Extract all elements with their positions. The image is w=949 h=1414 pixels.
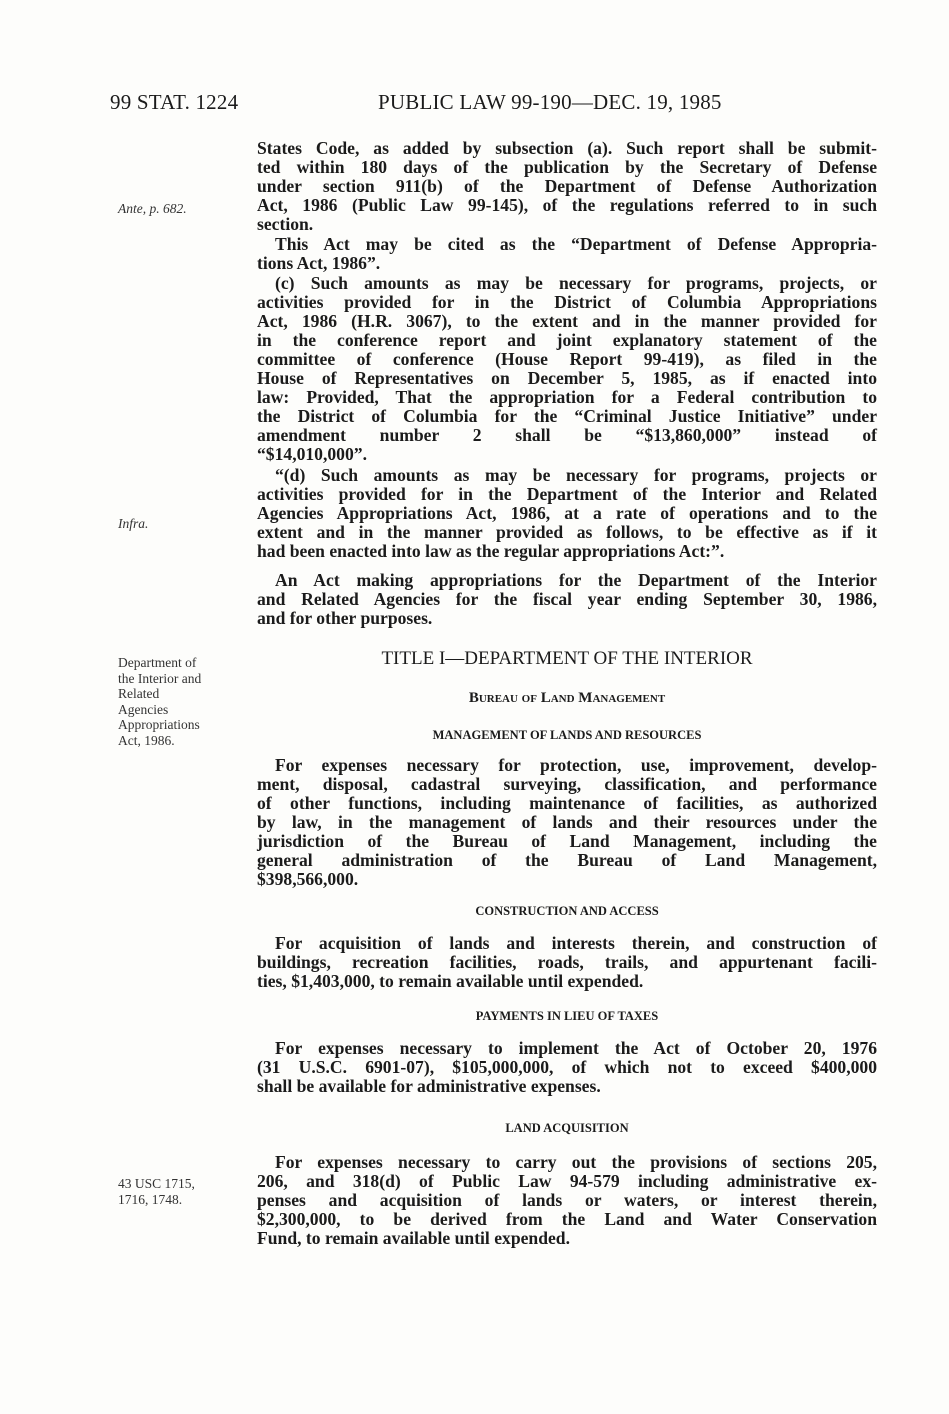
text-line: ted within 180 days of the publication by the Secretary of Defense <box>257 157 877 177</box>
text-line: For expenses necessary to implement the Act of October 20, 1976 <box>275 1038 877 1058</box>
margin-note-line: 43 USC 1715, <box>118 1176 195 1191</box>
margin-note-infra: Infra. <box>118 516 149 531</box>
paragraph-report <box>257 139 877 234</box>
text-line: in the conference report and joint explanatory statement of the <box>257 330 877 350</box>
title-heading: TITLE I—DEPARTMENT OF THE INTERIOR <box>381 648 753 669</box>
management-heading: MANAGEMENT OF LANDS AND RESOURCES <box>432 728 702 742</box>
text-line: amendment number 2 shall be “$13,860,000” instead of <box>257 425 877 445</box>
payments-heading: PAYMENTS IN LIEU OF TAXES <box>475 1009 659 1023</box>
paragraph-land-acquisition <box>257 1153 877 1248</box>
text-line: Act, 1986 (Public Law 99-145), of the regulations referred to in such <box>257 195 877 215</box>
margin-note-line: the Interior and <box>118 670 202 686</box>
text-line: the District of Columbia for the “Criminal Justice Initiative” under <box>257 406 877 426</box>
margin-note-line: Act, 1986. <box>118 732 175 748</box>
text-line: activities provided for in the Department of the Interior and Related <box>257 484 877 504</box>
margin-note-dept <box>118 655 201 748</box>
margin-note-line: Department of <box>118 655 197 670</box>
margin-note-usc <box>118 1176 195 1207</box>
text-line: $2,300,000, to be derived from the Land and Water Conservation <box>257 1209 877 1229</box>
text-line: buildings, recreation facilities, roads, trails, and appurtenant facili- <box>257 952 877 972</box>
text-line: Act, 1986 (H.R. 3067), to the extent and in the manner provided for <box>257 311 877 331</box>
text-line: jurisdiction of the Bureau of Land Management, including the <box>257 831 877 851</box>
text-line: and Related Agencies for the fiscal year ending September 30, 1986, <box>257 589 877 609</box>
bureau-heading: Bureau of Land Management <box>468 690 666 706</box>
page-number: 99 STAT. 1224 <box>110 90 239 114</box>
text-line: ties, $1,403,000, to remain available until expended. <box>257 971 644 991</box>
text-line: shall be available for administrative expenses. <box>257 1076 601 1096</box>
text-line: “$14,010,000”. <box>257 444 367 464</box>
text-line: Agencies Appropriations Act, 1986, at a rate of operations and to the <box>257 503 877 523</box>
text-line: House of Representatives on December 5, 1985, as if enacted into <box>257 368 877 388</box>
text-line: activities provided for in the District of Columbia Appropriations <box>257 292 877 312</box>
text-line: ment, disposal, cadastral surveying, classification, and performance <box>257 774 877 794</box>
text-line: “(d) Such amounts as may be necessary for programs, projects or <box>275 465 877 485</box>
paragraph-c <box>257 274 877 464</box>
text-line: of other functions, including maintenance of facilities, as authorized <box>257 793 877 813</box>
text-line: An Act making appropriations for the Department of the Interior <box>275 570 877 590</box>
text-line: (c) Such amounts as may be necessary for programs, projects, or <box>275 273 877 293</box>
text-line: committee of conference (House Report 99-419), as filed in the <box>257 349 877 369</box>
margin-note-line: Agencies <box>118 701 169 717</box>
text-line: penses and acquisition of lands or waters, or interest therein, <box>257 1190 877 1210</box>
text-line: tions Act, 1986”. <box>257 253 381 273</box>
margin-note-line: 1716, 1748. <box>118 1191 183 1207</box>
text-line: and for other purposes. <box>257 608 433 628</box>
paragraph-management <box>257 756 877 889</box>
running-header: PUBLIC LAW 99-190—DEC. 19, 1985 <box>378 90 722 114</box>
paragraph-act-title <box>257 571 877 628</box>
text-line: (31 U.S.C. 6901-07), $105,000,000, of which not to exceed $400,000 <box>257 1057 877 1077</box>
text-line: 206, and 318(d) of Public Law 94-579 including administrative ex- <box>257 1171 877 1191</box>
margin-note-line: Appropriations <box>118 717 200 732</box>
text-line: This Act may be cited as the “Department of Defense Appropria- <box>275 234 877 254</box>
paragraph-construction <box>257 934 877 991</box>
paragraph-payments <box>257 1039 877 1096</box>
construction-heading: CONSTRUCTION AND ACCESS <box>475 904 659 918</box>
land-acquisition-heading: LAND ACQUISITION <box>505 1121 629 1135</box>
text-line: For acquisition of lands and interests therein, and construction of <box>275 933 877 953</box>
text-line: law: Provided, That the appropriation for a Federal contribution to <box>257 387 877 407</box>
margin-note-ante: Ante, p. 682. <box>118 201 187 216</box>
paragraph-short-title <box>257 235 877 273</box>
text-line: by law, in the management of lands and their resources under the <box>257 812 877 832</box>
text-line: Fund, to remain available until expended. <box>257 1228 570 1248</box>
text-line: section. <box>257 214 314 234</box>
text-line: general administration of the Bureau of Land Management, <box>257 850 877 870</box>
text-line: For expenses necessary to carry out the provisions of sections 205, <box>275 1152 877 1172</box>
text-line: had been enacted into law as the regular appropriations Act:”. <box>257 541 725 561</box>
text-line: under section 911(b) of the Department of Defense Authorization <box>257 176 877 196</box>
text-line: extent and in the manner provided as follows, to be effective as if it <box>257 522 877 542</box>
margin-note-line: Related <box>118 686 160 701</box>
text-line: States Code, as added by subsection (a). Such report shall be submit- <box>257 138 877 158</box>
text-line: For expenses necessary for protection, use, improvement, develop- <box>275 755 877 775</box>
text-line: $398,566,000. <box>257 869 359 889</box>
paragraph-d <box>257 466 877 561</box>
